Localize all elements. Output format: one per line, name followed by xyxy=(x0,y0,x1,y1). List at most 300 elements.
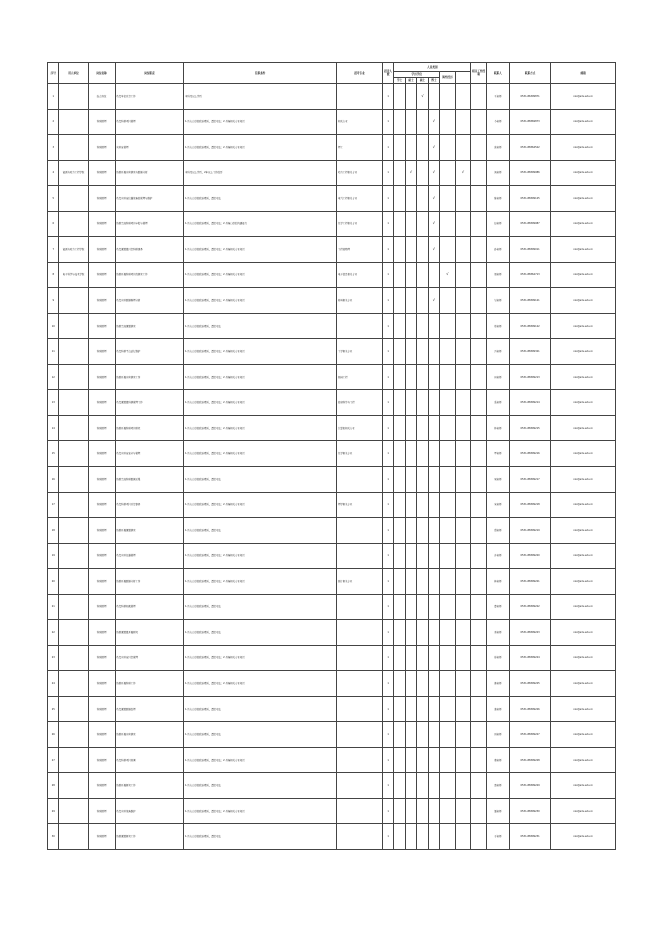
row-mark-4 xyxy=(440,518,456,544)
row-contact: 李老师 xyxy=(486,109,509,135)
row-contact: 田老师 xyxy=(486,722,509,748)
row-count: 1 xyxy=(382,543,393,569)
row-email[interactable]: xxx@sdu.edu.cn xyxy=(551,364,616,390)
row-mark-5 xyxy=(455,339,471,365)
header-post-name: 岗位名称 xyxy=(88,63,115,84)
row-requirement: 1.具有良好的政治素质，遵纪守法；2.具备相关专业知识 xyxy=(184,671,337,697)
table-body xyxy=(48,84,616,850)
row-post: 科研助理 xyxy=(88,313,115,339)
row-mark-5 xyxy=(455,313,471,339)
row-mark-2 xyxy=(417,288,428,314)
header-major: 招考专业 xyxy=(337,63,383,84)
row-mark-4 xyxy=(440,237,456,263)
row-mark-1 xyxy=(405,492,416,518)
header-seq: 序号 xyxy=(48,63,59,84)
row-major: 电气工程相关专业 xyxy=(337,186,383,212)
row-email[interactable]: xxx@sdu.edu.cn xyxy=(551,773,616,799)
row-requirement: 1.具有良好的政治素质，遵纪守法 xyxy=(184,186,337,212)
header-bachelor-plus: 硕士 xyxy=(405,78,416,84)
row-mark-3 xyxy=(428,518,439,544)
row-contact: 郑老师 xyxy=(486,313,509,339)
row-mark-0 xyxy=(394,160,405,186)
row-count: 1 xyxy=(382,160,393,186)
row-email[interactable]: xxx@sdu.edu.cn xyxy=(551,722,616,748)
row-mark-5 xyxy=(455,824,471,850)
row-count: 1 xyxy=(382,84,393,110)
row-mark-5 xyxy=(455,237,471,263)
row-count: 1 xyxy=(382,518,393,544)
row-post: 科研助理 xyxy=(88,339,115,365)
row-contact: 刘老师 xyxy=(486,160,509,186)
row-count: 1 xyxy=(382,722,393,748)
row-seq: 19 xyxy=(48,543,59,569)
row-count: 1 xyxy=(382,262,393,288)
row-mark-0 xyxy=(394,492,405,518)
row-mark-3: √ xyxy=(428,160,439,186)
row-requirement: 1.具有良好的政治素质，遵纪守法；2.具备相关专业知识 xyxy=(184,645,337,671)
row-contact: 陈老师 xyxy=(486,186,509,212)
row-mark-5 xyxy=(455,211,471,237)
row-contact: 周老师 xyxy=(486,262,509,288)
row-dept: 能源与动力工程学院 xyxy=(59,160,88,186)
row-dept xyxy=(59,569,88,595)
row-contact: 高老师 xyxy=(486,390,509,416)
row-major: 化学工程相关专业 xyxy=(337,211,383,237)
row-major: 计算机相关专业 xyxy=(337,415,383,441)
row-phone: 0531-88399218 xyxy=(509,492,551,518)
table-row xyxy=(48,594,616,620)
table-row xyxy=(48,620,616,646)
row-mark-4 xyxy=(440,645,456,671)
row-phone: 0531-88399223 xyxy=(509,620,551,646)
row-mark-3 xyxy=(428,722,439,748)
row-seq: 6 xyxy=(48,211,59,237)
row-mark-1 xyxy=(405,186,416,212)
row-email[interactable]: xxx@sdu.edu.cn xyxy=(551,798,616,824)
table-row xyxy=(48,645,616,671)
row-contact: 张老师 xyxy=(486,135,509,161)
row-count: 1 xyxy=(382,594,393,620)
row-post: 科研助理 xyxy=(88,569,115,595)
row-contact: 唐老师 xyxy=(486,518,509,544)
row-contact: 韩老师 xyxy=(486,569,509,595)
row-major xyxy=(337,543,383,569)
table-row xyxy=(48,84,616,110)
header-master: 硕士 xyxy=(417,78,428,84)
row-mark-1 xyxy=(405,313,416,339)
row-mark-4 xyxy=(440,364,456,390)
row-email[interactable]: xxx@sdu.edu.cn xyxy=(551,441,616,467)
row-mark-6 xyxy=(471,339,487,365)
row-major xyxy=(337,722,383,748)
row-mark-0 xyxy=(394,645,405,671)
row-seq: 15 xyxy=(48,441,59,467)
row-mark-1 xyxy=(405,415,416,441)
row-mark-3 xyxy=(428,492,439,518)
row-phone: 0531-88399224 xyxy=(509,645,551,671)
row-mark-2 xyxy=(417,364,428,390)
row-mark-2 xyxy=(417,594,428,620)
row-seq: 13 xyxy=(48,390,59,416)
row-mark-4 xyxy=(440,696,456,722)
row-dept xyxy=(59,313,88,339)
row-dept xyxy=(59,722,88,748)
row-mark-4: √ xyxy=(440,262,456,288)
row-email[interactable]: xxx@sdu.edu.cn xyxy=(551,288,616,314)
row-mark-3: √ xyxy=(428,288,439,314)
row-duty: 协助开展研究工作 xyxy=(115,773,184,799)
row-mark-0 xyxy=(394,211,405,237)
table-row xyxy=(48,313,616,339)
row-phone: 0531-88399087 xyxy=(509,211,551,237)
table-row xyxy=(48,135,616,161)
row-mark-2 xyxy=(417,441,428,467)
row-major: 控制科学与工程 xyxy=(337,390,383,416)
header-extra xyxy=(455,72,471,84)
row-seq: 20 xyxy=(48,569,59,595)
row-post: 科研助理 xyxy=(88,518,115,544)
row-mark-2 xyxy=(417,237,428,263)
row-seq: 2 xyxy=(48,109,59,135)
table-row xyxy=(48,798,616,824)
row-dept xyxy=(59,798,88,824)
row-mark-2 xyxy=(417,773,428,799)
row-mark-4 xyxy=(440,135,456,161)
row-requirement: 1.具有良好的政治素质，遵纪守法；2.具备良好的沟通能力 xyxy=(184,211,337,237)
row-mark-4 xyxy=(440,671,456,697)
row-requirement: 1.具有良好的政治素质，遵纪守法 xyxy=(184,722,337,748)
table-row xyxy=(48,543,616,569)
row-email[interactable]: xxx@sdu.edu.cn xyxy=(551,645,616,671)
row-email[interactable]: xxx@sdu.edu.cn xyxy=(551,109,616,135)
row-mark-2 xyxy=(417,390,428,416)
row-seq: 24 xyxy=(48,671,59,697)
row-mark-1 xyxy=(405,109,416,135)
row-mark-1 xyxy=(405,543,416,569)
table-row xyxy=(48,466,616,492)
row-mark-1 xyxy=(405,645,416,671)
table-row xyxy=(48,262,616,288)
row-email[interactable]: xxx@sdu.edu.cn xyxy=(551,186,616,212)
row-duty: 负责实验仪器管理 xyxy=(115,543,184,569)
row-mark-0 xyxy=(394,313,405,339)
row-duty: 负责科研平台运行维护 xyxy=(115,339,184,365)
row-mark-2 xyxy=(417,645,428,671)
row-seq: 25 xyxy=(48,696,59,722)
row-duty: 协助课题组开展研究 xyxy=(115,620,184,646)
row-email[interactable]: xxx@sdu.edu.cn xyxy=(551,824,616,850)
row-mark-6 xyxy=(471,594,487,620)
row-seq: 1 xyxy=(48,84,59,110)
row-phone: 0531-88399214 xyxy=(509,390,551,416)
row-email[interactable]: xxx@sdu.edu.cn xyxy=(551,160,616,186)
row-phone: 0531-88399221 xyxy=(509,569,551,595)
row-seq: 23 xyxy=(48,645,59,671)
row-mark-5 xyxy=(455,645,471,671)
row-mark-5: √ xyxy=(455,160,471,186)
row-mark-6 xyxy=(471,722,487,748)
row-email[interactable]: xxx@sdu.edu.cn xyxy=(551,390,616,416)
row-requirement: 1.具有良好的政治素质，遵纪守法；2.具备相关专业知识 xyxy=(184,415,337,441)
row-count: 1 xyxy=(382,339,393,365)
row-email[interactable]: xxx@sdu.edu.cn xyxy=(551,339,616,365)
row-mark-1 xyxy=(405,364,416,390)
row-email[interactable]: xxx@sdu.edu.cn xyxy=(551,211,616,237)
row-mark-1 xyxy=(405,237,416,263)
row-major: 材料相关专业 xyxy=(337,288,383,314)
row-mark-0 xyxy=(394,671,405,697)
row-post: 科研助理 xyxy=(88,441,115,467)
row-mark-0 xyxy=(394,237,405,263)
row-major: 化学相关专业 xyxy=(337,441,383,467)
row-requirement: 1.具有良好的政治素质，遵纪守法；2.具备相关专业知识 xyxy=(184,109,337,135)
row-mark-6 xyxy=(471,109,487,135)
row-dept xyxy=(59,594,88,620)
row-count: 1 xyxy=(382,773,393,799)
table-row xyxy=(48,747,616,773)
row-mark-4 xyxy=(440,441,456,467)
row-seq: 16 xyxy=(48,466,59,492)
row-mark-2 xyxy=(417,313,428,339)
row-mark-3 xyxy=(428,84,439,110)
row-seq: 8 xyxy=(48,262,59,288)
row-mark-0 xyxy=(394,594,405,620)
row-major: 理学相关专业 xyxy=(337,492,383,518)
row-mark-0 xyxy=(394,747,405,773)
row-count: 1 xyxy=(382,798,393,824)
row-mark-1 xyxy=(405,594,416,620)
row-post: 科研助理 xyxy=(88,466,115,492)
row-mark-1 xyxy=(405,824,416,850)
row-mark-0 xyxy=(394,773,405,799)
row-mark-2 xyxy=(417,186,428,212)
row-mark-5 xyxy=(455,364,471,390)
row-mark-2 xyxy=(417,466,428,492)
row-email[interactable]: xxx@sdu.edu.cn xyxy=(551,135,616,161)
row-mark-3: √ xyxy=(428,211,439,237)
row-mark-5 xyxy=(455,722,471,748)
row-contact: 许老师 xyxy=(486,543,509,569)
row-post: 科研助理 xyxy=(88,671,115,697)
row-post: 科研助理 xyxy=(88,492,115,518)
row-mark-4 xyxy=(440,722,456,748)
row-email[interactable]: xxx@sdu.edu.cn xyxy=(551,518,616,544)
row-mark-1 xyxy=(405,518,416,544)
row-email[interactable]: xxx@sdu.edu.cn xyxy=(551,671,616,697)
row-mark-2 xyxy=(417,798,428,824)
row-duty: 负责科研项目协调 xyxy=(115,747,184,773)
row-post: 科研助理 xyxy=(88,773,115,799)
row-mark-4 xyxy=(440,543,456,569)
row-email[interactable]: xxx@sdu.edu.cn xyxy=(551,543,616,569)
row-mark-0 xyxy=(394,109,405,135)
row-mark-5 xyxy=(455,569,471,595)
row-mark-1 xyxy=(405,211,416,237)
row-phone: 0531-88399125 xyxy=(509,186,551,212)
row-contact: 王老师 xyxy=(486,84,509,110)
row-mark-2 xyxy=(417,569,428,595)
row-post: 科研助理 xyxy=(88,543,115,569)
row-mark-6 xyxy=(471,696,487,722)
header-edu-title: 人员类别 xyxy=(394,63,471,72)
row-mark-4 xyxy=(440,569,456,595)
row-mark-6 xyxy=(471,186,487,212)
row-dept xyxy=(59,84,88,110)
row-post: 科研助理 xyxy=(88,747,115,773)
row-major xyxy=(337,594,383,620)
row-duty: 协助完成科研数据采集 xyxy=(115,466,184,492)
row-dept xyxy=(59,671,88,697)
row-mark-2 xyxy=(417,109,428,135)
row-mark-5 xyxy=(455,135,471,161)
row-mark-3: √ xyxy=(428,109,439,135)
row-seq: 12 xyxy=(48,364,59,390)
row-duty: 协助开展数据分析工作 xyxy=(115,569,184,595)
row-mark-4 xyxy=(440,160,456,186)
row-dept xyxy=(59,773,88,799)
row-email[interactable]: xxx@sdu.edu.cn xyxy=(551,747,616,773)
row-dept xyxy=(59,441,88,467)
row-contact: 邓老师 xyxy=(486,620,509,646)
row-major: 统计相关专业 xyxy=(337,569,383,595)
row-mark-5 xyxy=(455,594,471,620)
row-mark-2 xyxy=(417,696,428,722)
row-email[interactable]: xxx@sdu.edu.cn xyxy=(551,569,616,595)
row-mark-4 xyxy=(440,492,456,518)
row-post: 科研助理 xyxy=(88,186,115,212)
row-requirement: 1.具有良好的政治素质，遵纪守法；2.具备相关专业知识 xyxy=(184,747,337,773)
row-phone: 0531-88399121 xyxy=(509,288,551,314)
row-mark-6 xyxy=(471,441,487,467)
row-mark-2: √ xyxy=(417,84,428,110)
row-count: 1 xyxy=(382,364,393,390)
row-major xyxy=(337,313,383,339)
row-email[interactable]: xxx@sdu.edu.cn xyxy=(551,594,616,620)
row-mark-6 xyxy=(471,620,487,646)
row-mark-0 xyxy=(394,466,405,492)
row-post: 科研助理 xyxy=(88,160,115,186)
row-requirement: 1.具有良好的政治素质，遵纪守法；2.具备相关专业知识 xyxy=(184,390,337,416)
row-duty: 负责实验数据整理分析 xyxy=(115,288,184,314)
row-major xyxy=(337,671,383,697)
header-duty: 岗位职责 xyxy=(115,63,184,84)
row-requirement: 1.具有良好的政治素质，遵纪守法；2.具备相关专业知识 xyxy=(184,339,337,365)
row-email[interactable]: xxx@sdu.edu.cn xyxy=(551,466,616,492)
row-duty: 实验室管理 xyxy=(115,135,184,161)
row-mark-3 xyxy=(428,569,439,595)
row-mark-1 xyxy=(405,339,416,365)
row-mark-6 xyxy=(471,211,487,237)
row-email[interactable]: xxx@sdu.edu.cn xyxy=(551,84,616,110)
row-email[interactable]: xxx@sdu.edu.cn xyxy=(551,696,616,722)
row-mark-5 xyxy=(455,747,471,773)
row-mark-2 xyxy=(417,824,428,850)
row-mark-6 xyxy=(471,415,487,441)
row-requirement: 本科及以上学历，2年以上工作经历 xyxy=(184,160,337,186)
row-phone: 0531-88399227 xyxy=(509,722,551,748)
header-dept: 用人单位 xyxy=(59,63,88,84)
row-mark-5 xyxy=(455,288,471,314)
row-requirement: 1.具有良好的政治素质，遵纪守法 xyxy=(184,620,337,646)
row-mark-0 xyxy=(394,543,405,569)
row-count: 1 xyxy=(382,415,393,441)
table-row xyxy=(48,390,616,416)
row-phone: 0531-88399226 xyxy=(509,696,551,722)
row-count: 1 xyxy=(382,671,393,697)
row-phone: 0531-88364713 xyxy=(509,262,551,288)
recruitment-table xyxy=(47,62,616,850)
row-mark-5 xyxy=(455,671,471,697)
row-mark-6 xyxy=(471,798,487,824)
row-mark-5 xyxy=(455,109,471,135)
row-email[interactable]: xxx@sdu.edu.cn xyxy=(551,237,616,263)
row-contact: 萧老师 xyxy=(486,696,509,722)
row-mark-2 xyxy=(417,339,428,365)
row-dept xyxy=(59,696,88,722)
row-mark-0 xyxy=(394,696,405,722)
row-email[interactable]: xxx@sdu.edu.cn xyxy=(551,620,616,646)
table-row xyxy=(48,109,616,135)
row-duty: 协助开展科研项目的研究工作 xyxy=(115,262,184,288)
row-mark-1: √ xyxy=(405,160,416,186)
table-row xyxy=(48,364,616,390)
row-post: 科研助理 xyxy=(88,211,115,237)
row-count: 1 xyxy=(382,390,393,416)
row-mark-2 xyxy=(417,415,428,441)
row-phone: 0531-88399321 xyxy=(509,339,551,365)
row-mark-6 xyxy=(471,518,487,544)
row-requirement: 1.具有良好的政治素质，遵纪守法 xyxy=(184,824,337,850)
row-email[interactable]: xxx@sdu.edu.cn xyxy=(551,492,616,518)
row-mark-1 xyxy=(405,722,416,748)
row-mark-6 xyxy=(471,747,487,773)
row-post: 科研助理 xyxy=(88,722,115,748)
row-mark-2 xyxy=(417,262,428,288)
row-mark-0 xyxy=(394,135,405,161)
row-email[interactable]: xxx@sdu.edu.cn xyxy=(551,313,616,339)
row-mark-4 xyxy=(440,620,456,646)
row-email[interactable]: xxx@sdu.edu.cn xyxy=(551,262,616,288)
row-count: 1 xyxy=(382,645,393,671)
row-email[interactable]: xxx@sdu.edu.cn xyxy=(551,415,616,441)
row-mark-1 xyxy=(405,135,416,161)
row-mark-4 xyxy=(440,773,456,799)
row-seq: 28 xyxy=(48,773,59,799)
row-seq: 14 xyxy=(48,415,59,441)
row-mark-3: √ xyxy=(428,135,439,161)
row-mark-0 xyxy=(394,824,405,850)
row-contact: 林老师 xyxy=(486,415,509,441)
row-dept xyxy=(59,415,88,441)
row-mark-2 xyxy=(417,747,428,773)
row-mark-5 xyxy=(455,84,471,110)
row-duty: 负责课题组科研管理工作 xyxy=(115,390,184,416)
row-dept xyxy=(59,339,88,365)
row-duty: 负责单位日常工作 xyxy=(115,84,184,110)
row-phone: 0531-88399011 xyxy=(509,237,551,263)
row-mark-4 xyxy=(440,390,456,416)
row-mark-5 xyxy=(455,518,471,544)
row-mark-1 xyxy=(405,466,416,492)
row-requirement: 1.具有良好的政治素质，遵纪守法；2.具备相关专业知识 xyxy=(184,288,337,314)
row-seq: 18 xyxy=(48,518,59,544)
row-mark-6 xyxy=(471,824,487,850)
table-row xyxy=(48,415,616,441)
row-mark-2 xyxy=(417,620,428,646)
row-major: 动力工程相关专业 xyxy=(337,160,383,186)
table-row xyxy=(48,569,616,595)
row-dept xyxy=(59,518,88,544)
